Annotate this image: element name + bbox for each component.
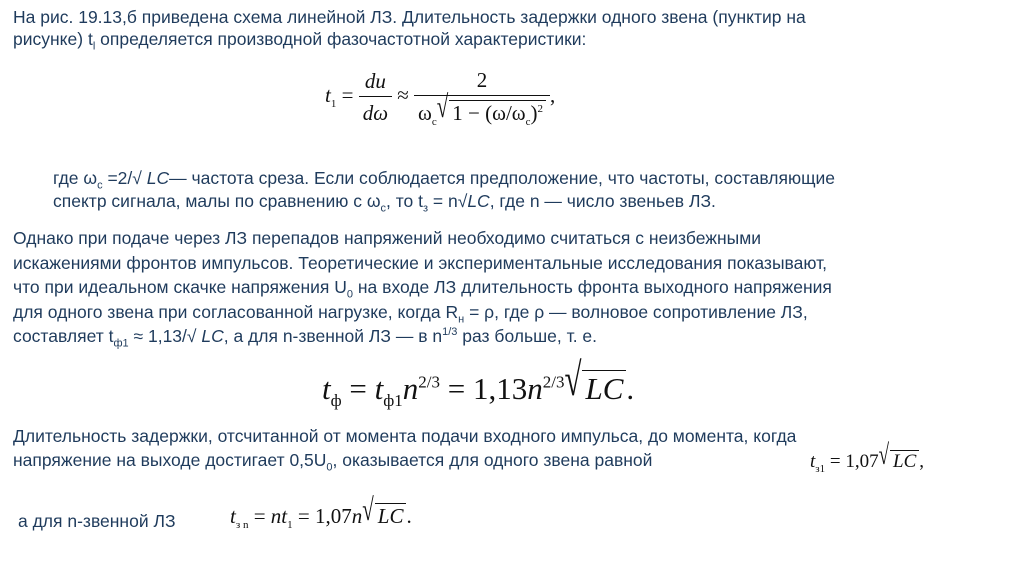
delay-paragraph xyxy=(13,424,796,472)
p2-b-lc: LC xyxy=(146,168,170,188)
intro-line-2-sub: l xyxy=(92,40,96,53)
p3-line-5b: ≈ 1,13/√ xyxy=(128,326,202,346)
eq1-omega: ω xyxy=(418,101,432,125)
eq1-equals: = xyxy=(336,82,359,107)
p3-line-2: искажениями фронтов импульсов. Теоретические и экспериментальные исследования показывают, xyxy=(13,252,828,273)
eq4-lc: LC xyxy=(375,503,407,529)
eq2-n2-sup: 2/3 xyxy=(542,372,565,392)
eq1-num1: du xyxy=(364,68,386,93)
eq1-num2: 2 xyxy=(476,68,488,92)
eq4-dot: . xyxy=(406,504,412,528)
eq4-t: t xyxy=(230,504,236,528)
eq1-derivative-fraction xyxy=(359,69,392,126)
eq3-t-sub: з1 xyxy=(815,462,826,475)
p3-line-5a: составляет t xyxy=(13,326,114,346)
eq1-radicand xyxy=(449,100,546,129)
eq4-value: = 1,07 xyxy=(292,504,352,528)
p5-text: а для n-звенной ЛЗ xyxy=(18,511,176,531)
eq4-equals: = xyxy=(248,504,271,528)
eq4-nt: nt xyxy=(270,504,288,528)
p3-line-5-lc: LC xyxy=(201,326,224,346)
equation-n-link-delay xyxy=(230,491,412,532)
intro-paragraph xyxy=(13,6,806,53)
eq3-lc: LC xyxy=(890,450,919,473)
p3-line-4b: = ρ, где ρ — волновое сопротивление ЛЗ, xyxy=(464,301,808,322)
intro-line-1: На рис. 19.13,б приведена схема линейной ЛЗ. Длительность задержки одного звена (пунктир на xyxy=(13,7,806,27)
eq4-n: n xyxy=(351,504,363,528)
sqrt-icon: √ xyxy=(362,491,374,528)
eq2-t: t xyxy=(322,371,331,406)
eq2-t-sub: ф xyxy=(330,391,342,411)
eq1-radicand-text: 1 − (ω/ω xyxy=(452,101,526,125)
eq1-comma: , xyxy=(550,82,556,107)
p2-f: = n√ xyxy=(428,191,468,211)
p4-line-2a: напряжение на выходе достигает 0,5U xyxy=(13,450,327,470)
p4-line-2-sub: 0 xyxy=(326,461,333,474)
sqrt-icon: √ xyxy=(436,88,449,125)
p2-a: где ω xyxy=(53,168,98,188)
eq2-n2: n xyxy=(527,371,543,406)
eq2-n: n xyxy=(402,371,419,406)
cutoff-paragraph xyxy=(53,167,835,213)
eq2-equals: = xyxy=(341,371,375,406)
eq1-main-fraction xyxy=(414,68,550,129)
p3-line-4a: для одного звена при согласованной нагрузке, когда R xyxy=(13,301,459,322)
p2-f-lc: LC xyxy=(467,191,490,211)
p4-line-1: Длительность задержки, отсчитанной от момента подачи входного импульса, до момента, когда xyxy=(13,426,797,446)
p3-line-1: Однако при подаче через ЛЗ перепадов напряжений необходимо считаться с неизбежными xyxy=(13,228,761,248)
sqrt-icon: √ xyxy=(564,353,582,406)
n-link-paragraph xyxy=(18,510,176,532)
eq4-t-sub: з n xyxy=(235,519,249,532)
p3-line-3a: что при идеальном скачке напряжения U xyxy=(13,277,347,297)
eq1-den2 xyxy=(414,88,550,129)
sqrt-icon: √ xyxy=(878,440,890,472)
eq3-comma: , xyxy=(919,451,925,472)
equation-single-link-delay xyxy=(810,440,925,475)
eq2-lc: LC xyxy=(582,370,626,407)
eq3-t: t xyxy=(810,451,816,472)
eq2-value: 1,13 xyxy=(472,371,528,406)
eq2-equals-2: = xyxy=(440,371,473,406)
p3-line-5-sup: 1/3 xyxy=(442,326,458,339)
p2-c: — частота среза. Если соблюдается предположение, что частоты, составляющие xyxy=(169,168,835,188)
eq1-radicand-sup: 2 xyxy=(537,103,544,115)
eq1-lhs: t xyxy=(325,82,331,107)
intro-line-2b: определяется производной фазочастотной характеристики: xyxy=(95,29,587,49)
p2-g: , где n — число звеньев ЛЗ. xyxy=(489,191,716,211)
equation-front-duration xyxy=(322,353,635,411)
eq1-omega-sub: c xyxy=(431,116,437,129)
p4-line-2b: , оказывается для одного звена равной xyxy=(332,450,653,470)
eq1-radicand-end: ) xyxy=(530,101,538,125)
eq3-value: = 1,07 xyxy=(825,451,879,472)
eq4-nt-sub: 1 xyxy=(287,519,293,532)
eq2-t2-sub: ф1 xyxy=(383,391,403,411)
p3-line-4-sub: н xyxy=(458,313,465,325)
eq1-lhs-sub: 1 xyxy=(330,98,337,110)
p2-e-sub: з xyxy=(423,202,429,215)
p2-b: =2/√ xyxy=(102,168,147,188)
p2-d: спектр сигнала, малы по сравнению с ω xyxy=(53,191,381,211)
eq2-dot: . xyxy=(626,371,635,406)
p3-line-5-sub: ф1 xyxy=(113,337,129,350)
eq2-n-sup: 2/3 xyxy=(418,372,440,392)
eq2-t2: t xyxy=(374,371,384,406)
front-distortion-paragraph xyxy=(13,226,832,349)
p2-d-sub: c xyxy=(380,202,386,215)
eq1-approx: ≈ xyxy=(392,82,415,107)
intro-line-2a: рисунке) t xyxy=(13,29,93,49)
p3-line-5c: , а для n-звенной ЛЗ — в n xyxy=(223,326,443,346)
equation-delay-derivative xyxy=(325,68,556,129)
p3-line-3b: на входе ЛЗ длительность фронта выходного напряжения xyxy=(353,277,832,297)
eq1-radicand-sub: c xyxy=(525,116,531,129)
eq1-den1: dω xyxy=(359,96,392,126)
p2-a-sub: c xyxy=(97,179,103,192)
p3-line-3-sub: 0 xyxy=(346,288,354,301)
p3-line-5d: раз больше, т. е. xyxy=(457,326,598,346)
p2-e: , то t xyxy=(386,191,423,211)
